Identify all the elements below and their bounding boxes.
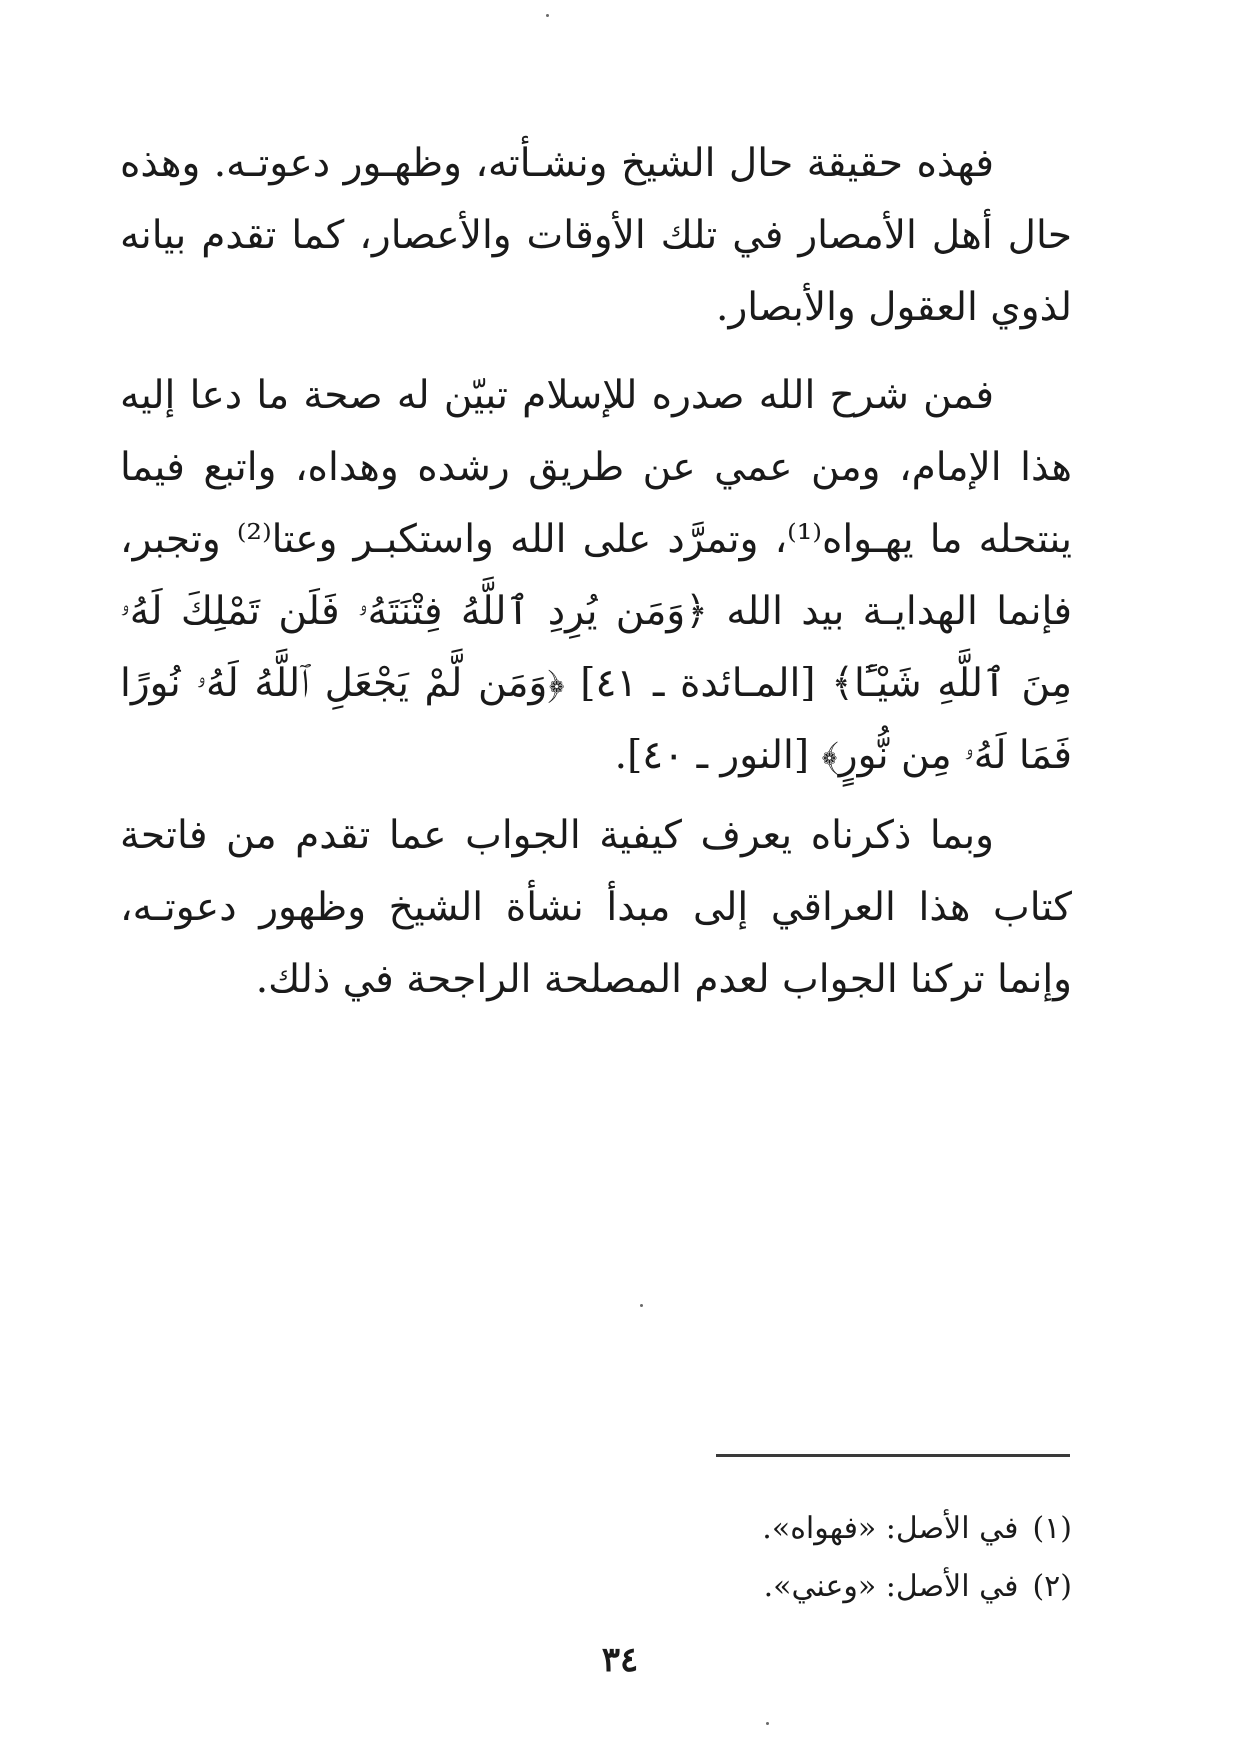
footnote-2 <box>680 1558 1072 1616</box>
page-number: ٣٤ <box>601 1640 639 1680</box>
paragraph-text: فهذه حقيقة حال الشيخ ونشـأته، وظهـور دعوتـه. وهذه حال أهل الأمصار في تلك الأوقات والأعصار، كما تقدم بيانه لذوي العقول والأبصار. <box>120 141 1072 330</box>
footnote-text: في الأصل: «وعني». <box>763 1569 1019 1604</box>
footnote-text: في الأصل: «فهواه». <box>762 1511 1019 1546</box>
scan-speck <box>640 1304 643 1307</box>
scan-speck <box>766 1722 769 1725</box>
footnotes <box>680 1500 1072 1616</box>
paragraph-text: فمن شرح الله صدره للإسلام تبيّن له صحة ما دعا إليه هذا الإمام، ومن عمي عن طريق رشده وهداه، واتبع فيما ينتحله ما يهـواه⁽¹⁾، وتمرَّد على الله واستكبـر وعتا⁽²⁾ وتجبر، فإنما الهدايـة بيد الله ﴿وَمَن يُرِدِ ٱللَّهُ فِتْنَتَهُۥ فَلَن تَمْلِكَ لَهُۥ مِنَ ٱللَّهِ شَيْـًٔا﴾ [المـائدة ـ ٤١] ﴿وَمَن لَّمْ يَجْعَلِ ٱللَّهُ لَهُۥ نُورًا فَمَا لَهُۥ مِن نُّورٍ﴾ [النور ـ ٤٠]. <box>120 373 1073 778</box>
body-paragraph-2 <box>120 360 1072 792</box>
footnote-number: (٢) <box>1032 1569 1072 1604</box>
footnote-number: (١) <box>1032 1511 1072 1546</box>
footnote-1 <box>680 1500 1072 1558</box>
footnote-divider <box>716 1454 1070 1457</box>
body-paragraph-1 <box>120 128 1072 344</box>
paragraph-text: وبما ذكرناه يعرف كيفية الجواب عما تقدم من فاتحة كتاب هذا العراقي إلى مبدأ نشأة الشيخ وظهور دعوتـه، وإنما تركنا الجواب لعدم المصلحة الراجحة في ذلك. <box>120 813 1072 1002</box>
body-paragraph-3 <box>120 800 1072 1016</box>
scan-speck <box>546 14 549 17</box>
